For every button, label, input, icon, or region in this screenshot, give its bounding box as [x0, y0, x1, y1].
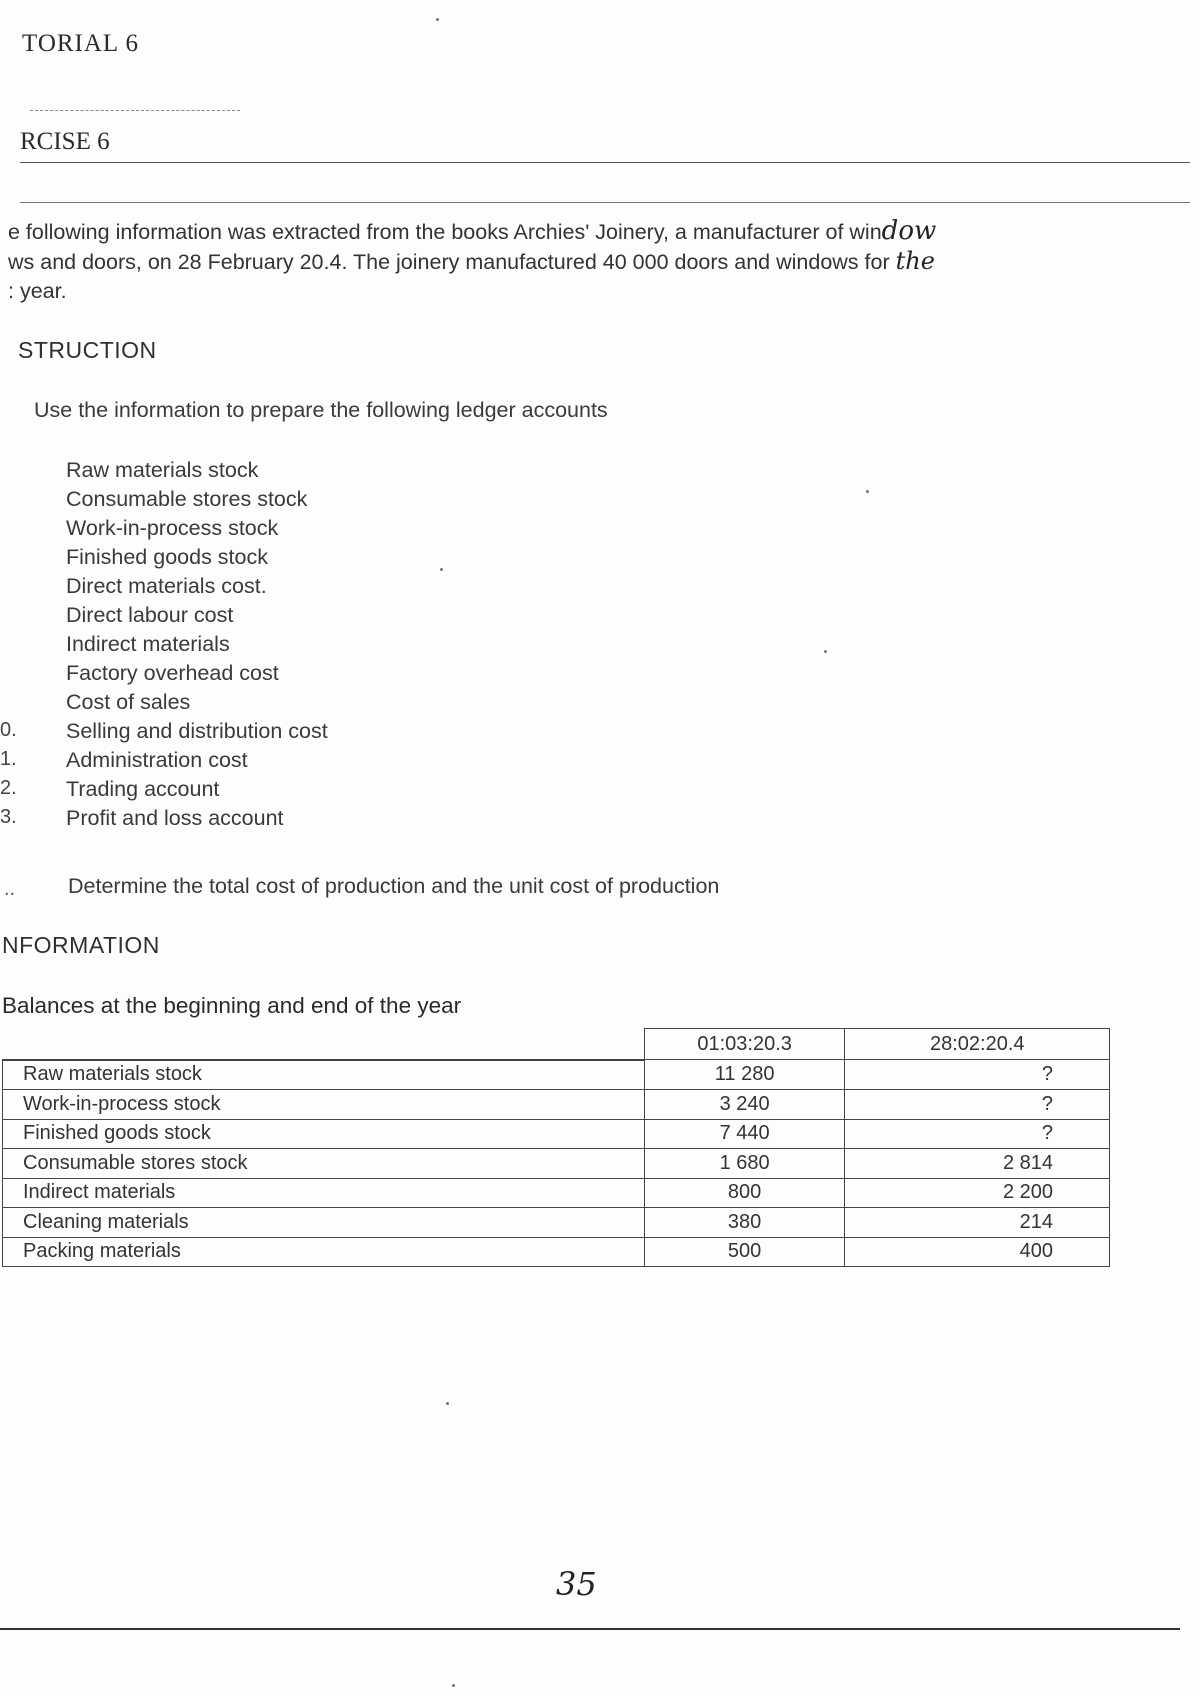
ledger-account-list: Raw materials stock Consumable stores stock Work-in-process stock Finished goods stock Direct materials cost. Direct labour cost Indirect materials Factory overhead cost Cost of sales 0. Selling and distribution cost 1. Administration cost 2. Trading account 3. Profit and loss account — [0, 458, 328, 830]
opening-balance: 380 — [644, 1208, 845, 1238]
row-label: Consumable stores stock — [3, 1149, 645, 1179]
table-row — [3, 1119, 1110, 1149]
closing-balance: 2 814 — [845, 1149, 1110, 1179]
scan-speck — [440, 568, 443, 571]
bottom-rule — [0, 1628, 1180, 1630]
second-task-number: .. — [4, 878, 16, 900]
second-task: Determine the total cost of production and the unit cost of production — [68, 874, 720, 898]
scan-speck — [824, 650, 827, 653]
row-label: Raw materials stock — [3, 1060, 645, 1090]
information-heading: NFORMATION — [2, 932, 160, 958]
opening-balance: 7 440 — [644, 1119, 845, 1149]
closing-balance: ? — [845, 1119, 1110, 1149]
scan-speck — [452, 1684, 455, 1687]
table-row — [3, 1060, 1110, 1090]
closing-balance: 400 — [845, 1237, 1110, 1267]
handwritten-correction-window: dow — [881, 216, 937, 246]
column-header-closing: 28:02:20.4 — [845, 1029, 1110, 1060]
intro-line-2: ws and doors, on 28 February 20.4. The joinery manufactured 40 000 doors and windows for the — [8, 247, 935, 275]
intro-line-1: e following information was extracted from the books Archies' Joinery, a manufacturer of window — [8, 216, 937, 246]
opening-balance: 1 680 — [644, 1149, 845, 1179]
table-row — [3, 1149, 1110, 1179]
table-row — [3, 1090, 1110, 1120]
row-label: Indirect materials — [3, 1178, 645, 1208]
opening-balance: 800 — [644, 1178, 845, 1208]
intro-line-3: : year. — [8, 279, 67, 303]
scan-speck — [446, 1402, 449, 1405]
table-header-blank — [3, 1029, 645, 1060]
exercise-title: RCISE 6 — [20, 128, 110, 155]
exercise-rule — [20, 202, 1190, 203]
table-row — [3, 1208, 1110, 1238]
column-header-opening: 01:03:20.3 — [644, 1029, 845, 1060]
closing-balance: 2 200 — [845, 1178, 1110, 1208]
closing-balance: 214 — [845, 1208, 1110, 1238]
opening-balance: 500 — [644, 1237, 845, 1267]
row-label: Work-in-process stock — [3, 1090, 645, 1120]
table-header-row — [3, 1029, 1110, 1060]
handwritten-correction-the: the — [895, 247, 935, 275]
closing-balance: ? — [845, 1090, 1110, 1120]
scan-speck — [436, 18, 439, 21]
tutorial-title: TORIAL 6 — [22, 30, 140, 57]
opening-balance: 3 240 — [644, 1090, 845, 1120]
row-label: Packing materials — [3, 1237, 645, 1267]
instruction-lead: Use the information to prepare the following ledger accounts — [34, 398, 608, 422]
balances-table — [2, 1028, 1110, 1267]
divider-line — [30, 110, 240, 111]
instruction-heading: STRUCTION — [18, 337, 157, 363]
exercise-underline — [20, 162, 1190, 163]
table-row — [3, 1237, 1110, 1267]
scan-speck — [866, 490, 869, 493]
row-label: Finished goods stock — [3, 1119, 645, 1149]
page-number: 35 — [556, 1565, 597, 1603]
opening-balance: 11 280 — [644, 1060, 845, 1090]
balances-subheading: Balances at the beginning and end of the year — [2, 993, 462, 1018]
closing-balance: ? — [845, 1060, 1110, 1090]
row-label: Cleaning materials — [3, 1208, 645, 1238]
table-row — [3, 1178, 1110, 1208]
